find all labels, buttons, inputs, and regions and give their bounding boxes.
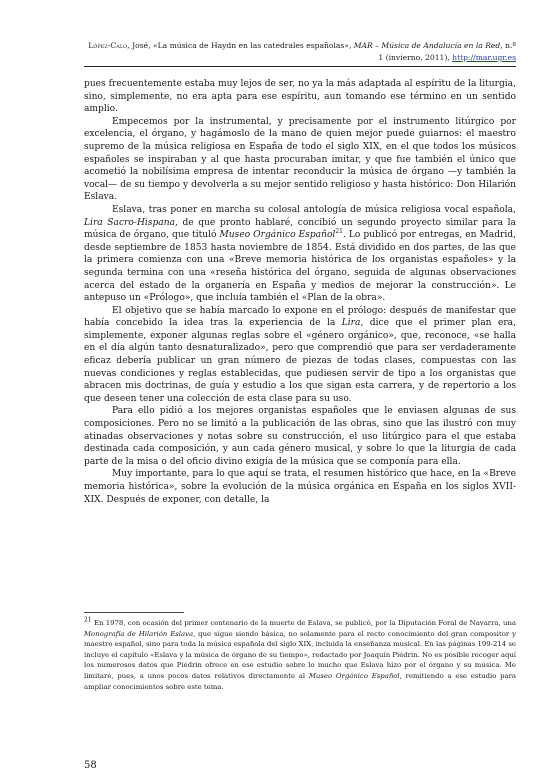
header-citation: , José, «La música de Haydn en las catedrales españolas», [127, 41, 354, 50]
paragraph-5: Para ello pidió a los mejores organistas españoles que le enviasen algunas de sus composiciones. Pero no se limitó a la publicación de las obras, sino que las ilustró con muy atinadas observaciones y notas sobre su construcción, el uso litúrgico para el que estaba destinada cada composición, y aun cada género musical, y sobre lo que la liturgia de cada parte de la misa o del oficio divino exigía de la música que se componía para ella. [84, 406, 516, 467]
footnote-21: $^{21}$ En 1978, con ocasión del primer centenario de la muerte de Eslava, se publicó, por la Diputación Foral de Navarra, una Monografía de Hilarión Eslava, que sigue siendo básica, no solamente para el recto conocimiento del gran compositor y maestro español, sino para toda la música española del siglo XIX, incluida la enseñanza musical. En las páginas 199-214 se incluye el capítulo «Eslava y la música de órgano de su tiempo», redactado por Joaquín Piédrin. No es posible recoger aquí los numerosos datos que Piédrin ofrece en ese estudio sobre lo mucho que Eslava hizo por el órgano y su música. Me limitaré, pues, a unos pocos datos relativos directamente al Museo Orgánico Español, remitiendo a ese estudio para ampliar conocimientos sobre este tema. [84, 616, 517, 691]
museo-title-footnote: Museo Orgánico Español [308, 671, 400, 680]
monografia-title: Monografía de Hilarión Eslava [84, 629, 194, 638]
paragraph-6: Muy importante, para lo que aquí se trata, el resumen histórico que hace, en la «Breve memoria histórica», sobre la evolución de la música orgánica en España en los siglos XVII- XIX. Después de exponer, con detalle, la [84, 469, 516, 505]
paragraph-1: pues frecuentemente estaba muy lejos de ser, no ya la más adaptada al espíritu de la liturgia, sino, simplemente, no era apta para ese espíritu, aun tomando ese término en un sentido amplio. [84, 79, 516, 115]
footnote-number: 21 [84, 616, 92, 624]
museo-title: Museo Orgánico Español [219, 230, 336, 241]
lira-short-title: Lira [341, 318, 361, 329]
footnote-ref-21[interactable]: 21 [335, 228, 343, 236]
journal-title: MAR – Música de Andalucía en la Red [353, 41, 501, 50]
header-rule [84, 66, 516, 67]
author-surname: López-Calo [88, 41, 128, 50]
body-text [84, 78, 516, 506]
page-number: 58 [84, 760, 97, 771]
lira-title: Lira Sacro-Hispana [84, 217, 175, 228]
header-issue: , n.º 1 (invierno, 2011), [378, 41, 516, 62]
footnote-rule [84, 612, 184, 613]
paragraph-4: El objetivo que se había marcado lo expone en el prólogo: después de manifestar que había concebido la idea tras la experiencia de la Lira, dice que el primer plan era, simplemente, exponer algunas reglas sobre el «género orgánico», que, reconoce, «se halla en el día algún tanto desnaturalizado», pero que comprendió que para ser verdaderamente eficaz debería publicar un gran número de piezas de todas clases, compuestas con las nuevas condiciones y reglas establecidas, que pudiesen servir de tipo a los organistas que abracen mis doctrinas, de guía y estudio a los que sigan esta carrera, y de repertorio a los que deseen tener una colección de esta clase para su uso. [84, 305, 516, 404]
paragraph-2: Empecemos por la instrumental, y precisamente por el instrumento litúrgico por excelencia, el órgano, y hagámoslo de la mano de quien mejor puede guiarnos: el maestro supremo de la música religiosa en España de todo el siglo XIX, en el que todos los músicos españoles se inspiraban y al que hasta procuraban imitar, y que fue también el único que acometió la nobilísima empresa de intentar reconducir la música de órgano —y también la vocal— de su tiempo y devolverla a su mejor sentido religioso y hasta histórico: Don Hilarión Eslava. [84, 116, 516, 203]
header-line-1 [84, 40, 516, 64]
running-header [84, 40, 516, 64]
paragraph-3: Eslava, tras poner en marcha su colosal antología de música religiosa vocal española, Lira Sacro-Hispana, de que pronto hablaré, concibió un segundo proyecto similar para la música de órgano, que tituló Museo Orgánico Español$^{21}$. Lo publicó por entregas, en Madrid, desde septiembre de 1853 hasta noviembre de 1854. Está dividido en dos partes, de las que la primera comienza con una «Breve memoria histórica de los organistas españoles» y la segunda termina con una «reseña histórica del órgano, seguida de algunas observaciones acerca del estado de la organería en España y medios de mejorar la construcción». Le antepuso un «Prólogo», que incluía también el «Plan de la obra». [84, 204, 516, 304]
journal-url-link[interactable]: http://mar.ugr.es [452, 53, 516, 62]
